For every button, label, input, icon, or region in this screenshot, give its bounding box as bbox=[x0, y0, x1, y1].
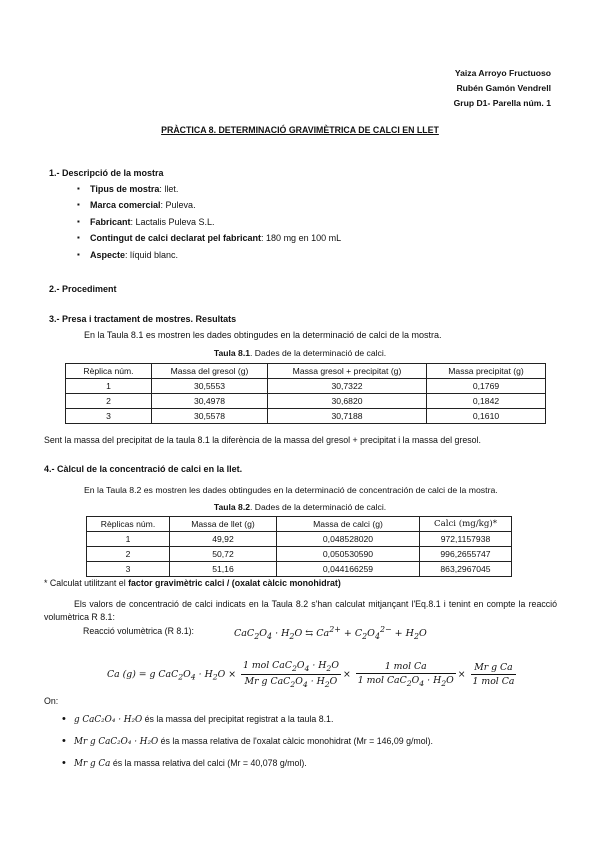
table-8-2 bbox=[86, 516, 512, 577]
list-item: ▪ Aspecte: líquid blanc. bbox=[63, 247, 341, 263]
table-8-2-caption: Taula 8.2. Dades de la determinació de calci. bbox=[213, 502, 387, 512]
section-2-heading: 2.- Procediment bbox=[49, 284, 117, 294]
sample-description-list bbox=[63, 181, 341, 263]
on-label: On: bbox=[44, 696, 59, 706]
section-1-heading: 1.- Descripció de la mostra bbox=[49, 168, 164, 178]
list-item: ▪ Marca comercial: Puleva. bbox=[63, 197, 341, 213]
section-4-intro: En la Taula 8.2 es mostren les dades obtingudes en la determinació de concentración de calci de la mostra. bbox=[84, 485, 498, 495]
authors-block bbox=[454, 66, 551, 111]
reaction-equation: $CaC_2O_4 \cdot H_2O$ ⇆ $Ca^{2+} + C_2O_4^{2-} + H_2O$ bbox=[234, 625, 427, 642]
equation-paragraph: Els valors de concentració de calci indicats en la Taula 8.2 s'han calculat mitjançant l'Eq.8.1 i tenint en compte la reacció volumètrica R 8.1: bbox=[44, 599, 557, 622]
list-item: ▪ Contingut de calci declarat pel fabricant: 180 mg en 100 mL bbox=[63, 230, 341, 246]
table-row: 1 49,92 0,048528020 972,1157938 bbox=[87, 532, 512, 547]
section-4-heading: 4.- Càlcul de la concentració de calci en la llet. bbox=[44, 464, 243, 474]
list-item: • Mr g CaC₂O₄ · H₂O és la massa relativa de l'oxalat càlcic monohidrat (Mr = 146,09 g/mol). bbox=[44, 736, 433, 747]
reaction-label: Reacció volumètrica (R 8.1): bbox=[83, 626, 194, 636]
section-3-intro: En la Taula 8.1 es mostren les dades obtingudes en la determinació de calci de la mostra. bbox=[84, 330, 442, 340]
variable-definitions bbox=[44, 714, 433, 778]
author-1: Yaiza Arroyo Fructuoso bbox=[454, 68, 551, 78]
table-header-row: Rèplica núm. Massa del gresol (g) Massa gresol + precipitat (g) Massa precipitat (g) bbox=[66, 364, 546, 379]
author-2: Rubén Gamón Vendrell bbox=[456, 83, 551, 93]
list-item: ▪ Fabricant: Lactalis Puleva S.L. bbox=[63, 214, 341, 230]
section-3-heading: 3.- Presa i tractament de mostres. Resultats bbox=[49, 314, 237, 324]
list-item: • Mr g Ca és la massa relativa del calci (Mr = 40,078 g/mol). bbox=[44, 758, 433, 769]
group-label: Grup D1- Parella núm. 1 bbox=[453, 98, 551, 108]
list-item: ▪ Tipus de mostra: llet. bbox=[63, 181, 341, 197]
table-row: 3 30,5578 30,7188 0,1610 bbox=[66, 409, 546, 424]
table-8-1 bbox=[65, 363, 546, 424]
table-8-1-note: Sent la massa del precipitat de la taula 8.1 la diferència de la massa del gresol + precipitat i la massa del gresol. bbox=[44, 435, 481, 445]
table-header-row: Rèplicas núm. Massa de llet (g) Massa de calci (g) Calci (mg/kg)* bbox=[87, 517, 512, 532]
table-row: 2 30,4978 30,6820 0,1842 bbox=[66, 394, 546, 409]
table-8-1-caption: Taula 8.1. Dades de la determinació de calci. bbox=[213, 348, 387, 358]
table-row: 2 50,72 0,050530590 996,2655747 bbox=[87, 547, 512, 562]
table-8-2-footnote: * Calculat utilitzant el factor gravimètric calci / (oxalat càlcic monohidrat) bbox=[44, 578, 341, 588]
gravimetric-equation: Ca (g) = g $CaC_2O_4 \cdot H_2O$ × $\frac{1 mol CaC_2O_4 \cdot H_2O}{Mr g CaC_2O_4 \cdot H_2O}$ × $\frac{\text{1 mol Ca}}{1 mol CaC_2O_4 \cdot H_2O}$ × $\frac{\text{Mr g Ca}}{\text{1 mol Ca}}$ bbox=[107, 660, 515, 689]
document-title: PRÀCTICA 8. DETERMINACIÓ GRAVIMÈTRICA DE CALCI EN LLET bbox=[161, 125, 439, 135]
list-item: • g CaC₂O₄ · H₂O és la massa del precipitat registrat a la taula 8.1. bbox=[44, 714, 433, 725]
table-row: 1 30,5553 30,7322 0,1769 bbox=[66, 379, 546, 394]
table-row: 3 51,16 0,044166259 863,2967045 bbox=[87, 562, 512, 577]
